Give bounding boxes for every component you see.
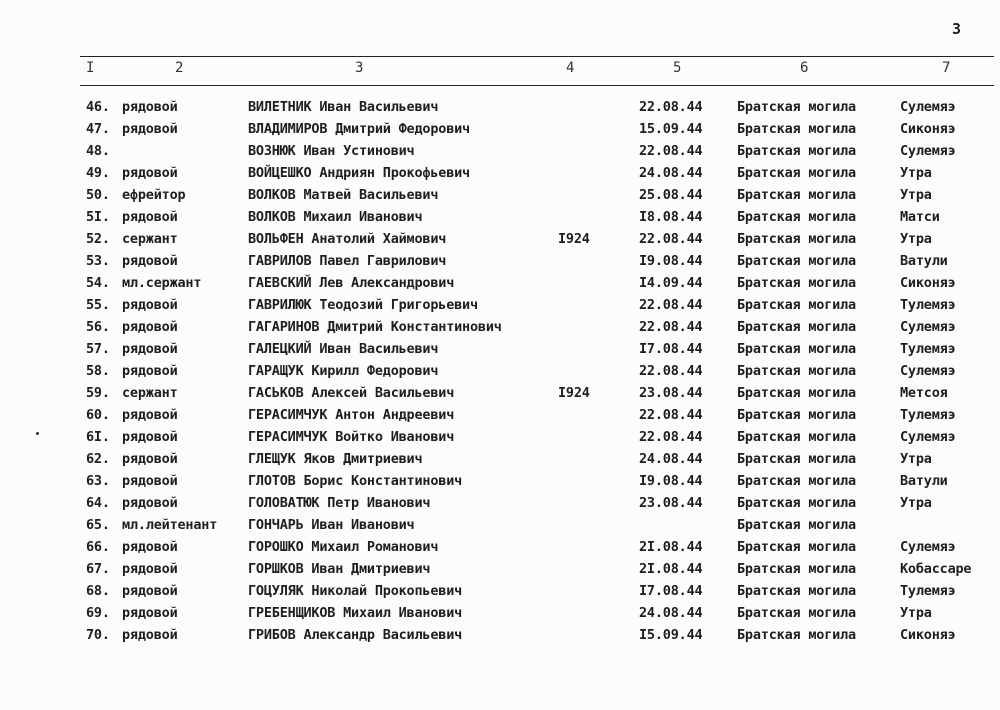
death-date: 15.09.44 [639, 121, 703, 137]
burial-place: Сулемяэ [900, 363, 956, 379]
burial-place: Утра [900, 165, 932, 181]
column-header-4: 4 [566, 60, 575, 76]
row-number: 57. [86, 341, 110, 357]
burial-type: Братская могила [737, 297, 856, 313]
full-name: ГОНЧАРЬ Иван Иванович [248, 517, 415, 533]
row-number: 65. [86, 517, 110, 533]
full-name: ВОЛКОВ Матвей Васильевич [248, 187, 439, 203]
burial-type: Братская могила [737, 451, 856, 467]
death-date: I9.08.44 [639, 253, 703, 269]
burial-type: Братская могила [737, 165, 856, 181]
burial-type: Братская могила [737, 407, 856, 423]
death-date: 22.08.44 [639, 297, 703, 313]
full-name: ГЛЕЩУК Яков Дмитриевич [248, 451, 423, 467]
burial-place: Сулемяэ [900, 429, 956, 445]
column-header-3: 3 [355, 60, 364, 76]
full-name: ГОРШКОВ Иван Дмитриевич [248, 561, 431, 577]
death-date: 2I.08.44 [639, 539, 703, 555]
rank: ефрейтор [122, 187, 186, 203]
full-name: ГЛОТОВ Борис Константинович [248, 473, 463, 489]
rank: рядовой [122, 627, 178, 643]
page-number: 3 [952, 20, 962, 38]
row-number: 47. [86, 121, 110, 137]
burial-type: Братская могила [737, 517, 856, 533]
burial-type: Братская могила [737, 187, 856, 203]
table-row [0, 407, 1000, 429]
full-name: ГАГАРИНОВ Дмитрий Константинович [248, 319, 502, 335]
row-number: 69. [86, 605, 110, 621]
burial-type: Братская могила [737, 627, 856, 643]
burial-place: Тулемяэ [900, 297, 956, 313]
table-row [0, 297, 1000, 319]
full-name: ГРИБОВ Александр Васильевич [248, 627, 463, 643]
death-date: 24.08.44 [639, 605, 703, 621]
death-date: 22.08.44 [639, 143, 703, 159]
burial-type: Братская могила [737, 209, 856, 225]
burial-place: Тулемяэ [900, 407, 956, 423]
burial-place: Ватули [900, 473, 948, 489]
rank: рядовой [122, 561, 178, 577]
row-number: 58. [86, 363, 110, 379]
burial-place: Сиконяэ [900, 627, 956, 643]
table-row [0, 539, 1000, 561]
full-name: ГОЛОВАТЮК Петр Иванович [248, 495, 431, 511]
burial-place: Сулемяэ [900, 539, 956, 555]
table-row [0, 341, 1000, 363]
rank: рядовой [122, 429, 178, 445]
full-name: ГАВРИЛЮК Теодозий Григорьевич [248, 297, 478, 313]
burial-type: Братская могила [737, 319, 856, 335]
burial-type: Братская могила [737, 605, 856, 621]
rank: рядовой [122, 165, 178, 181]
rank: рядовой [122, 99, 178, 115]
burial-place: Сиконяэ [900, 275, 956, 291]
row-number: 64. [86, 495, 110, 511]
table-row [0, 363, 1000, 385]
full-name: ВЛАДИМИРОВ Дмитрий Федорович [248, 121, 470, 137]
table-row [0, 319, 1000, 341]
row-number: 6I. [86, 429, 110, 445]
burial-type: Братская могила [737, 495, 856, 511]
rank: рядовой [122, 121, 178, 137]
column-header-2: 2 [175, 60, 184, 76]
death-date: 24.08.44 [639, 165, 703, 181]
burial-type: Братская могила [737, 341, 856, 357]
full-name: ГЕРАСИМЧУК Войтко Иванович [248, 429, 455, 445]
burial-type: Братская могила [737, 231, 856, 247]
burial-type: Братская могила [737, 539, 856, 555]
death-date: 22.08.44 [639, 429, 703, 445]
full-name: ГАРАЩУК Кирилл Федорович [248, 363, 439, 379]
row-number: 49. [86, 165, 110, 181]
row-number: 5I. [86, 209, 110, 225]
burial-place: Тулемяэ [900, 341, 956, 357]
rank: рядовой [122, 253, 178, 269]
table-row [0, 627, 1000, 649]
rank: рядовой [122, 583, 178, 599]
rank: рядовой [122, 297, 178, 313]
row-number: 70. [86, 627, 110, 643]
row-number: 68. [86, 583, 110, 599]
rank: сержант [122, 231, 178, 247]
column-header-1: I [86, 60, 95, 76]
row-number: 63. [86, 473, 110, 489]
burial-place: Ватули [900, 253, 948, 269]
burial-place: Метсоя [900, 385, 948, 401]
death-date: I4.09.44 [639, 275, 703, 291]
table-row [0, 187, 1000, 209]
row-number: 62. [86, 451, 110, 467]
death-date: I7.08.44 [639, 583, 703, 599]
full-name: ВОЛЬФЕН Анатолий Хаймович [248, 231, 447, 247]
burial-place: Утра [900, 495, 932, 511]
burial-type: Братская могила [737, 253, 856, 269]
burial-place: Утра [900, 187, 932, 203]
row-number: 50. [86, 187, 110, 203]
burial-place: Тулемяэ [900, 583, 956, 599]
rank: рядовой [122, 363, 178, 379]
full-name: ГОРОШКО Михаил Романович [248, 539, 439, 555]
death-date: I5.09.44 [639, 627, 703, 643]
death-date: 22.08.44 [639, 407, 703, 423]
rank: рядовой [122, 319, 178, 335]
table-row [0, 561, 1000, 583]
death-date: 2I.08.44 [639, 561, 703, 577]
row-number: 54. [86, 275, 110, 291]
table-row [0, 121, 1000, 143]
burial-place: Сулемяэ [900, 319, 956, 335]
table-row [0, 429, 1000, 451]
table-row [0, 473, 1000, 495]
column-header-6: 6 [800, 60, 809, 76]
row-number: 67. [86, 561, 110, 577]
birth-year: I924 [558, 385, 590, 401]
rank: рядовой [122, 495, 178, 511]
full-name: ГОЦУЛЯК Николай Прокопьевич [248, 583, 463, 599]
row-number: 59. [86, 385, 110, 401]
burial-place: Кобассаре [900, 561, 972, 577]
rank: рядовой [122, 407, 178, 423]
row-number: 48. [86, 143, 110, 159]
death-date: 25.08.44 [639, 187, 703, 203]
table-row [0, 495, 1000, 517]
row-number: 56. [86, 319, 110, 335]
death-date: I7.08.44 [639, 341, 703, 357]
row-number: 60. [86, 407, 110, 423]
column-header-row [80, 56, 994, 86]
full-name: ГЕРАСИМЧУК Антон Андреевич [248, 407, 455, 423]
rank: рядовой [122, 539, 178, 555]
burial-type: Братская могила [737, 275, 856, 291]
burial-type: Братская могила [737, 385, 856, 401]
table-row [0, 275, 1000, 297]
death-date: 22.08.44 [639, 319, 703, 335]
burial-type: Братская могила [737, 121, 856, 137]
burial-place: Утра [900, 605, 932, 621]
table-row [0, 517, 1000, 539]
rank: рядовой [122, 209, 178, 225]
burial-type: Братская могила [737, 473, 856, 489]
birth-year: I924 [558, 231, 590, 247]
table-row [0, 583, 1000, 605]
row-number: 66. [86, 539, 110, 555]
full-name: ВОЗНЮК Иван Устинович [248, 143, 415, 159]
rank: сержант [122, 385, 178, 401]
death-date: 22.08.44 [639, 99, 703, 115]
full-name: ГРЕБЕНЩИКОВ Михаил Иванович [248, 605, 463, 621]
death-date: I8.08.44 [639, 209, 703, 225]
table-row [0, 605, 1000, 627]
table-row [0, 451, 1000, 473]
rank: рядовой [122, 451, 178, 467]
column-header-5: 5 [673, 60, 682, 76]
burial-type: Братская могила [737, 561, 856, 577]
table-row [0, 231, 1000, 253]
death-date: 22.08.44 [639, 363, 703, 379]
table-row [0, 99, 1000, 121]
burial-type: Братская могила [737, 363, 856, 379]
rank: мл.сержант [122, 275, 202, 291]
burial-place: Утра [900, 231, 932, 247]
row-number: 52. [86, 231, 110, 247]
rank: рядовой [122, 341, 178, 357]
burial-type: Братская могила [737, 99, 856, 115]
rank: мл.лейтенант [122, 517, 218, 533]
row-number: 55. [86, 297, 110, 313]
rank: рядовой [122, 605, 178, 621]
full-name: ГАСЬКОВ Алексей Васильевич [248, 385, 455, 401]
column-header-7: 7 [942, 60, 951, 76]
burial-type: Братская могила [737, 143, 856, 159]
death-date: 23.08.44 [639, 385, 703, 401]
table-row [0, 165, 1000, 187]
full-name: ГАВРИЛОВ Павел Гаврилович [248, 253, 447, 269]
burial-place: Сулемяэ [900, 143, 956, 159]
burial-list [0, 99, 1000, 649]
death-date: 22.08.44 [639, 231, 703, 247]
burial-place: Сиконяэ [900, 121, 956, 137]
burial-type: Братская могила [737, 583, 856, 599]
margin-dot [36, 432, 39, 435]
row-number: 46. [86, 99, 110, 115]
death-date: I9.08.44 [639, 473, 703, 489]
full-name: ВИЛЕТНИК Иван Васильевич [248, 99, 439, 115]
burial-place: Сулемяэ [900, 99, 956, 115]
table-row [0, 253, 1000, 275]
table-row [0, 143, 1000, 165]
full-name: ВОЙЦЕШКО Андриян Прокофьевич [248, 165, 470, 181]
death-date: 23.08.44 [639, 495, 703, 511]
burial-type: Братская могила [737, 429, 856, 445]
row-number: 53. [86, 253, 110, 269]
burial-place: Утра [900, 451, 932, 467]
death-date: 24.08.44 [639, 451, 703, 467]
table-row [0, 385, 1000, 407]
table-row [0, 209, 1000, 231]
full-name: ГАЛЕЦКИЙ Иван Васильевич [248, 341, 439, 357]
burial-place: Матси [900, 209, 940, 225]
full-name: ГАЕВСКИЙ Лев Александрович [248, 275, 455, 291]
full-name: ВОЛКОВ Михаил Иванович [248, 209, 423, 225]
rank: рядовой [122, 473, 178, 489]
